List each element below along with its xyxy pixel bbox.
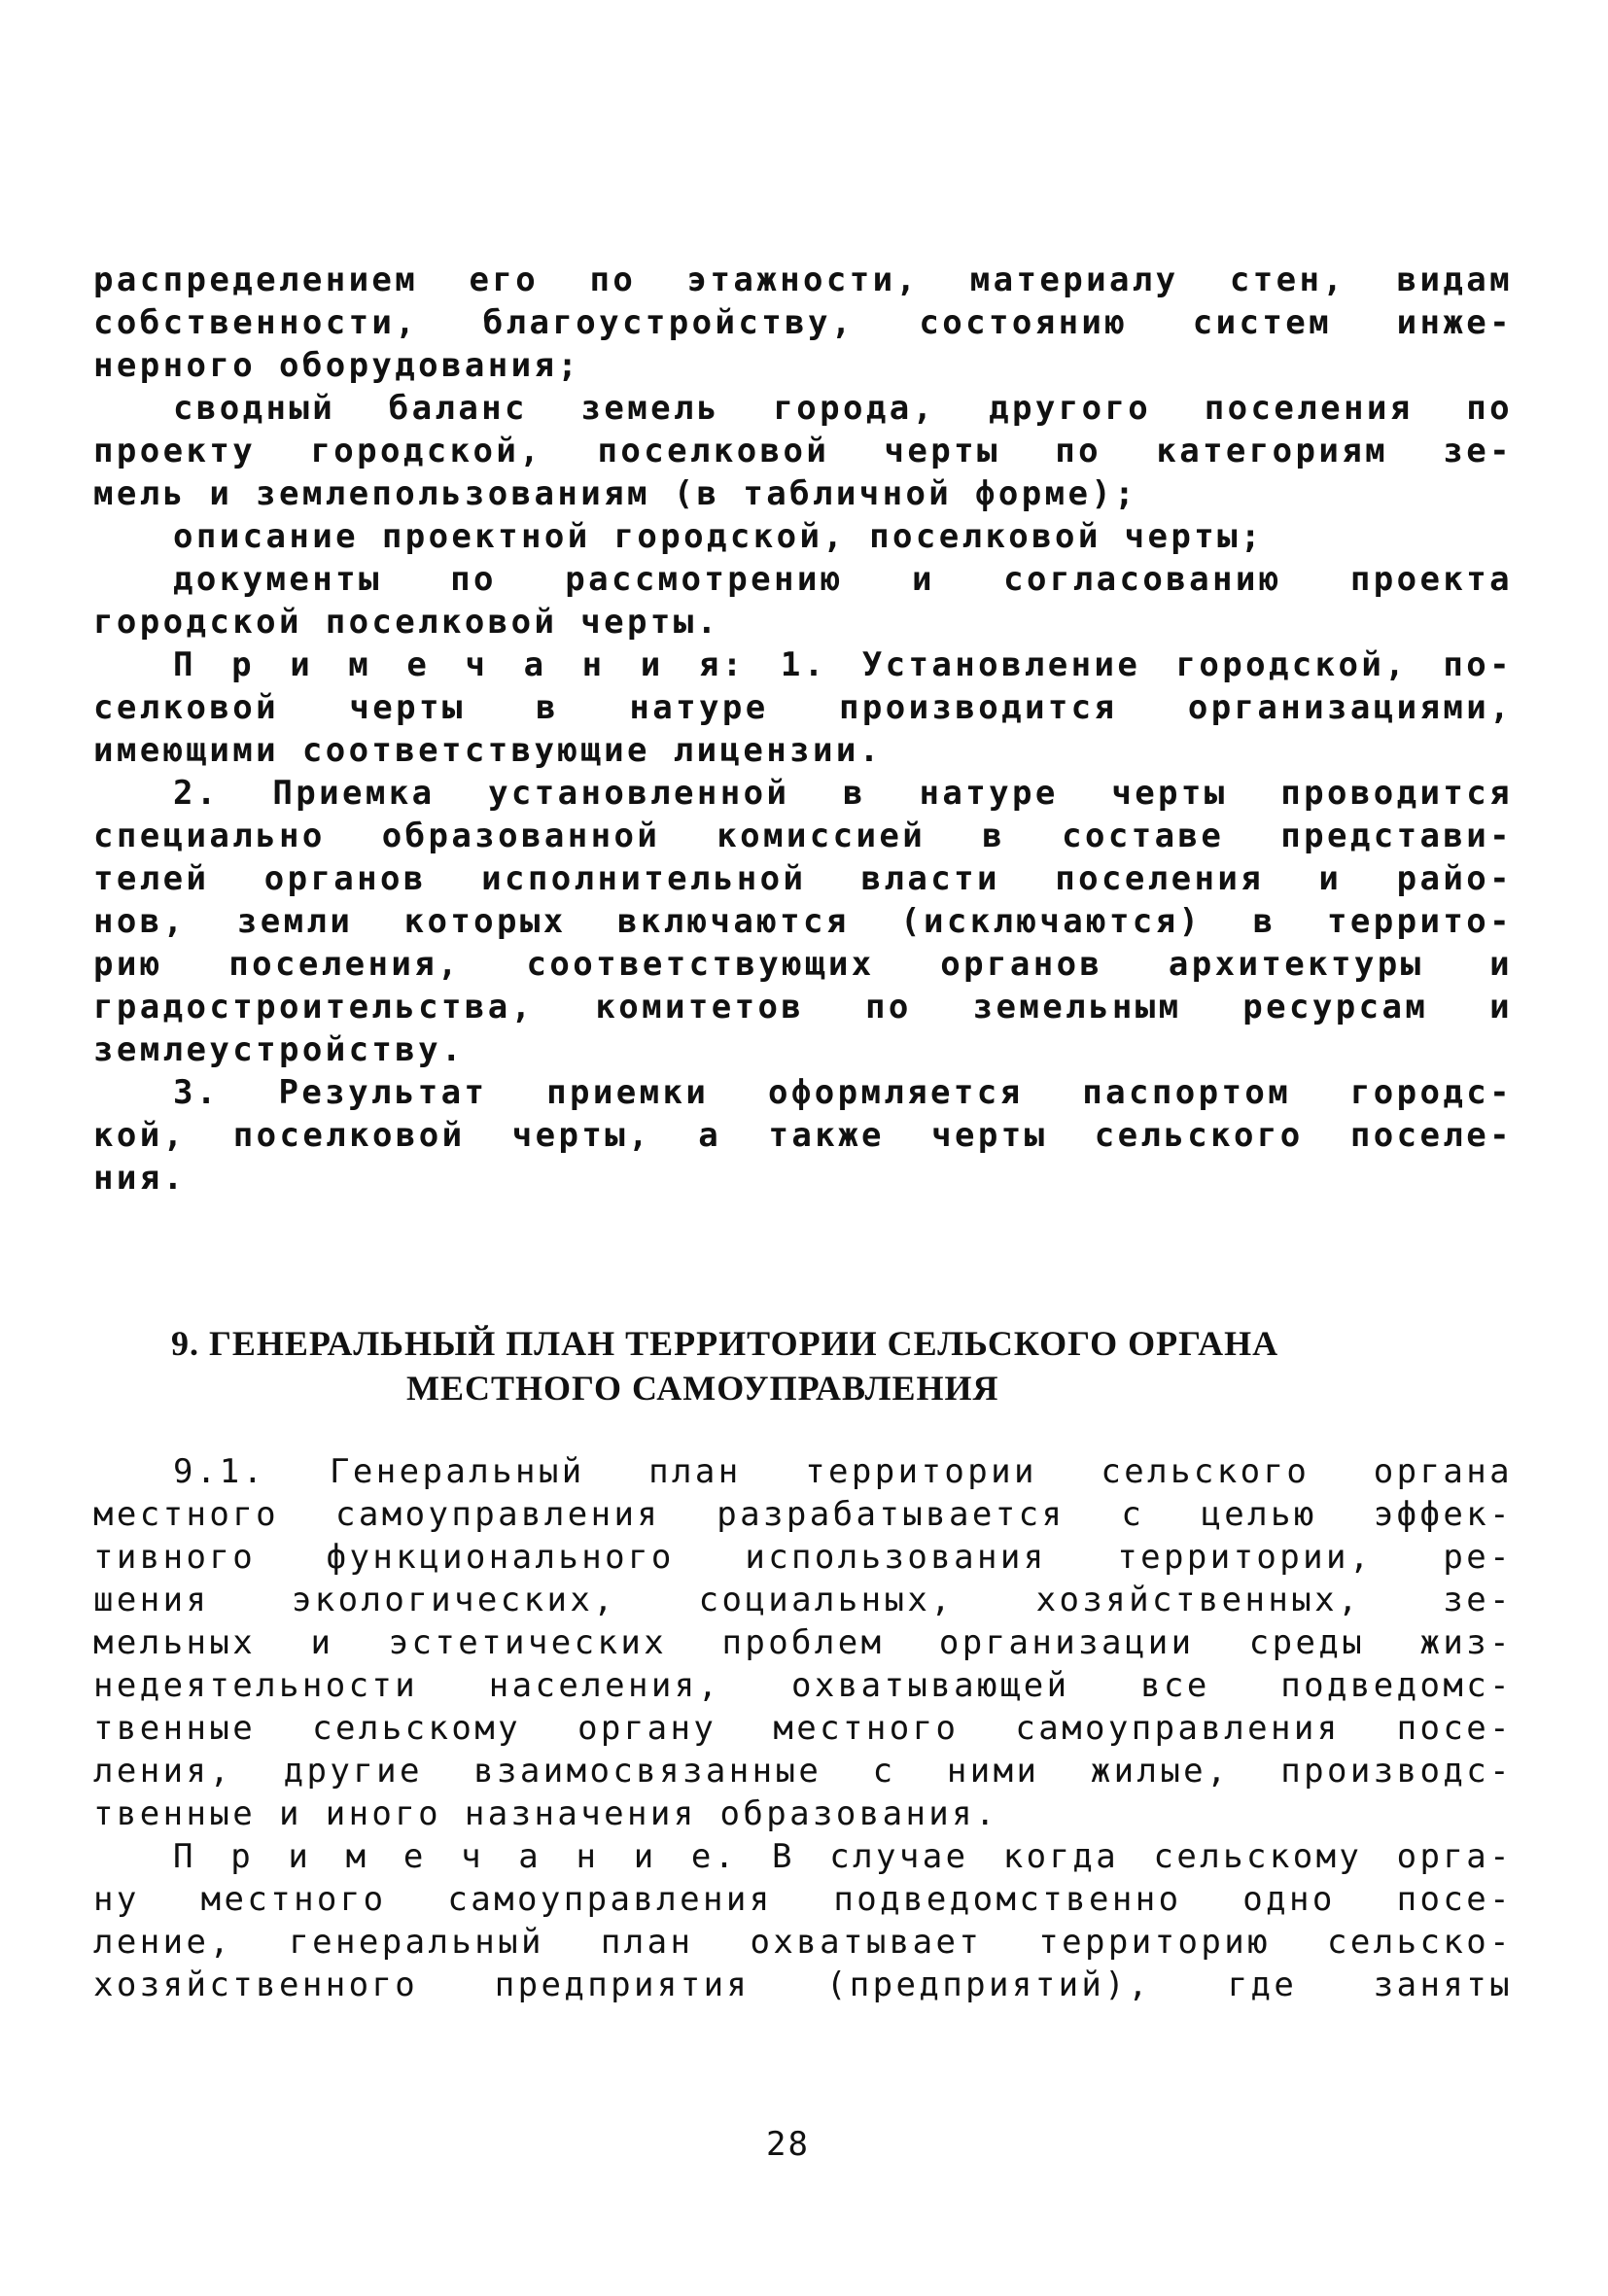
text-line: сводный баланс земель города, другого поселения по: [173, 389, 1513, 428]
text-line: хозяйственного предприятия (предприятий), где заняты: [93, 1966, 1513, 2004]
text-line: документы по рассмотрению и согласованию проекта: [173, 560, 1513, 599]
text-line: мель и землепользованиям (в табличной форме);: [93, 474, 1138, 513]
text-line: 2. Приемка установленной в натуре черты проводится: [173, 774, 1513, 813]
section-heading: 9. ГЕНЕРАЛЬНЫЙ ПЛАН ТЕРРИТОРИИ СЕЛЬСКОГО ОРГАНА: [171, 1324, 1279, 1363]
text-line: тивного функционального использования территории, ре-: [93, 1538, 1513, 1577]
text-line: распределением его по этажности, материалу стен, видам: [93, 261, 1513, 299]
text-line: ление, генеральный план охватывает территорию сельско-: [93, 1923, 1513, 1962]
text-line: землеустройству.: [93, 1030, 465, 1069]
text-line: проекту городской, поселковой черты по категориям зе-: [93, 432, 1513, 470]
text-line: селковой черты в натуре производится организациями,: [93, 688, 1513, 727]
text-line: специально образованной комиссией в составе представи-: [93, 817, 1513, 855]
page-number: 28: [766, 2125, 810, 2164]
note-heading-line: П р и м е ч а н и е. В случае когда сельскому орга-: [173, 1837, 1513, 1876]
section-heading-continued: МЕСТНОГО САМОУПРАВЛЕНИЯ: [406, 1369, 999, 1408]
text-line: ну местного самоуправления подведомственно одно посе-: [93, 1880, 1513, 1919]
text-line: нов, земли которых включаются (исключаются) в террито-: [93, 902, 1513, 941]
text-line: кой, поселковой черты, а также черты сельского поселе-: [93, 1116, 1513, 1155]
text-line: мельных и эстетических проблем организации среды жиз-: [93, 1623, 1513, 1662]
note-heading-line: П р и м е ч а н и я: 1. Установление городской, по-: [173, 645, 1513, 684]
text-line: твенные сельскому органу местного самоуправления посе-: [93, 1709, 1513, 1748]
text-line: градостроительства, комитетов по земельным ресурсам и: [93, 988, 1513, 1026]
text-line: телей органов исполнительной власти поселения и райо-: [93, 859, 1513, 898]
text-line: шения экологических, социальных, хозяйственных, зе-: [93, 1581, 1513, 1619]
text-line: собственности, благоустройству, состоянию систем инже-: [93, 303, 1513, 342]
text-line: 3. Результат приемки оформляется паспортом городс-: [173, 1073, 1513, 1112]
text-line: городской поселковой черты.: [93, 603, 720, 642]
text-line: ния.: [93, 1159, 187, 1198]
text-line: описание проектной городской, поселковой черты;: [173, 517, 1264, 556]
text-line: имеющими соответствующие лицензии.: [93, 731, 883, 770]
text-line: местного самоуправления разрабатывается с целью эффек-: [93, 1495, 1513, 1534]
text-line: 9.1. Генеральный план территории сельского органа: [173, 1452, 1513, 1491]
text-line: нерного оборудования;: [93, 346, 581, 385]
text-line: недеятельности населения, охватывающей все подведомс-: [93, 1666, 1513, 1705]
text-line: рию поселения, соответствующих органов архитектуры и: [93, 945, 1513, 984]
text-line: твенные и иного назначения образования.: [93, 1794, 998, 1833]
text-line: ления, другие взаимосвязанные с ними жилые, производс-: [93, 1752, 1513, 1791]
